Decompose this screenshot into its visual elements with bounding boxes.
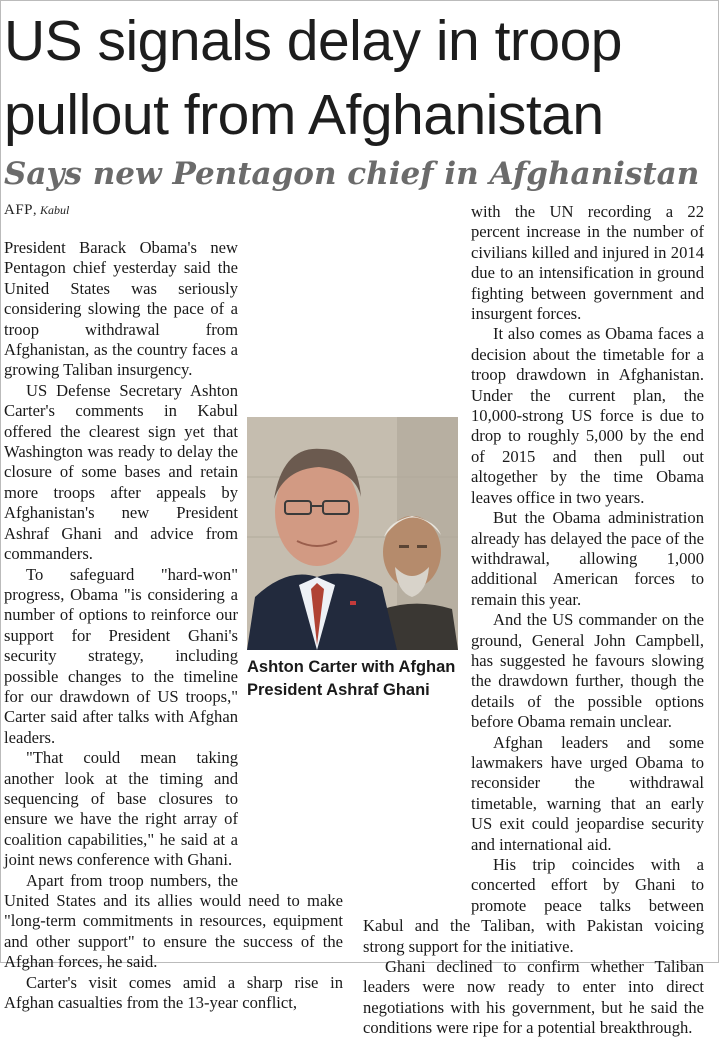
byline: AFP, Kabul (4, 202, 70, 218)
byline-source: AFP (4, 202, 34, 218)
paragraph: It also comes as Obama faces a decision about the timetable for a troop drawdown in Afghanistan. Under the current plan, the 10,000-strong US force is due to drop to roughly 5,000 by the end of 2015 and then pull out altogether by the time Obama leaves office in two years. (471, 324, 704, 507)
paragraph: To safeguard "hard-won" progress, Obama "is considering a number of options to reinforce our support for President Ghani's security strategy, including possible changes to the timeline for our drawdown of US troops," Carter said after talks with Afghan leaders. (4, 564, 238, 747)
paragraph: And the US commander on the ground, General John Campbell, has suggested he favours slowing the drawdown further, though the details of the possible options before Obama remain unclear. (471, 610, 704, 732)
paragraph: with the UN recording a 22 percent increase in the number of civilians killed and injured in 2014 due to an intensification in ground fighting between government and insurgent forces. (471, 202, 704, 324)
news-photo (247, 417, 458, 650)
photo-illustration (247, 417, 458, 650)
paragraph: Carter's visit comes amid a sharp rise in Afghan casualties from the 13-year conflict, (4, 972, 343, 1013)
paragraph: Afghan leaders and some lawmakers have urged Obama to reconsider the withdrawal timetable, warning that an early US exit could jeopardise security and international aid. (471, 732, 704, 854)
paragraph: His trip coincides with a concerted effort by Ghani to promote peace talks between Kabul and the Taliban, with Pakistan voicing strong support for the initiative. (363, 855, 704, 956)
photo-caption: Ashton Carter with Afghan President Ashraf Ghani (247, 658, 456, 699)
paragraph: "That could mean taking another look at the timing and sequencing of base closures to ensure we have the right array of coalition capabilities," he said at a joint news conference with Ghani. (4, 748, 238, 870)
paragraph: Ghani declined to confirm whether Taliban leaders were now ready to enter into direct negotiations with his government, but he said the conditions were ripe for a potential breakthrough. (363, 957, 704, 1038)
paragraph: US Defense Secretary Ashton Carter's comments in Kabul offered the clearest sign yet that Washington was ready to delay the closure of some bases and retain more troops after appeals by Afghanistan's new President Ashraf Ghani and advice from commanders. (4, 380, 238, 564)
paragraph: But the Obama administration already has delayed the pace of the withdrawal, allowing 1,000 additional American forces to remain this year. (471, 508, 704, 609)
paragraph: President Barack Obama's new Pentagon chief yesterday said the United States was seriously considering slowing the pace of a troop withdrawal from Afghanistan, as the country faces a growing Taliban insurgency. (4, 238, 238, 380)
headline: US signals delay in troop pullout from Afghanistan (4, 9, 623, 147)
byline-city: Kabul (40, 203, 70, 217)
subheadline: Says new Pentagon chief in Afghanistan (4, 156, 700, 192)
paragraph: Apart from troop numbers, the United States and its allies would need to make "long-term commitments in resources, equipment and other support" to ensure the success of the Afghan forces, he said. (4, 870, 343, 972)
